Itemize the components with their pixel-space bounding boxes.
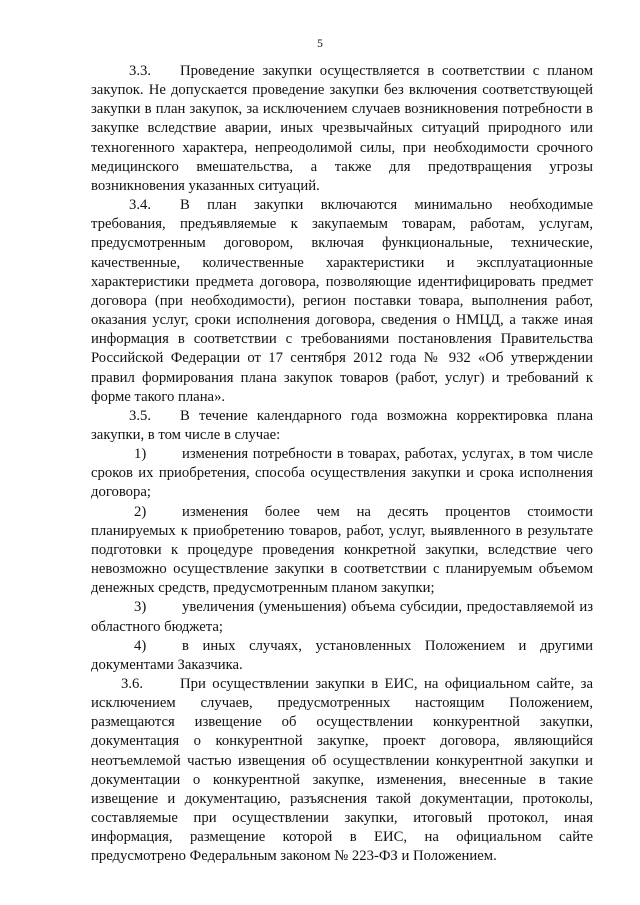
list-item-text: изменения потребности в товарах, работах, услугах, в том числе сроков их приобретения, способа осуществления закупки и срока исполнения договора;: [91, 446, 593, 501]
list-item-number: 2): [134, 503, 147, 520]
document-body: [91, 62, 593, 867]
list-item-number: 1): [134, 446, 147, 463]
page-number: 5: [317, 38, 323, 50]
section-number: 3.5.: [129, 407, 152, 424]
list-item-text: изменения более чем на десять процентов стоимости планируемых к приобретению товаров, работ, услуг, выявленного в результате подготовки к процедуре проведения конкретной закупки, вследствие чего невозможно осуществление закупки в соответствии с планируемым объемом денежных средств, предусмотренным планом закупки;: [91, 503, 593, 597]
section-3-3: [91, 62, 593, 196]
section-text: При осуществлении закупки в ЕИС, на официальном сайте, за исключением случаев, предусмотренных настоящим Положением, размещаются извещение об осуществлении конкурентной закупки, документация о конкурентной закупке, проект договора, являющийся неотъемлемой частью извещения об осуществлении конкурентной закупки и документации о конкурентной закупке, изменения, внесенные в такие извещение и документацию, разъяснения такой документации, протоколы, составляемые при осуществлении закупки, итоговый протокол, иная информация, размещение которой в ЕИС, на официальном сайте предусмотрено Федеральным законом № 223-ФЗ и Положением.: [91, 676, 593, 865]
section-text: В план закупки включаются минимально необходимые требования, предъявляемые к закупаемым товарам, работам, услугам, предусмотренным договором, включая функциональные, технические, качественные, количественные характеристики и эксплуатационные характеристики предмета договора, позволяющие идентифицировать предмет договора (при необходимости), регион поставки товара, выполнения работ, оказания услуг, сроки исполнения договора, сведения о НМЦД, а также иная информация в соответствии с требованиями постановления Правительства Российской Федерации от 17 сентября 2012 года № 932 «Об утверждении правил формирования плана закупок товаров (работ, услуг) и требований к форме такого плана».: [91, 197, 593, 405]
section-number: 3.4.: [129, 197, 152, 214]
section-3-4: [91, 196, 593, 407]
section-text: В течение календарного года возможна корректировка плана закупки, в том числе в случае:: [91, 407, 593, 443]
list-item-text: в иных случаях, установленных Положением и другими документами Заказчика.: [91, 637, 593, 673]
section-3-5: [91, 407, 593, 445]
list-item-number: 3): [134, 599, 147, 616]
section-3-6: [91, 675, 593, 867]
list-item-4: [91, 637, 593, 675]
list-item-2: [91, 503, 593, 599]
section-number: 3.6.: [121, 676, 144, 692]
list-item-1: [91, 445, 593, 502]
list-item-number: 4): [134, 637, 147, 654]
section-number: 3.3.: [129, 63, 152, 79]
list-item-text: увеличения (уменьшения) объема субсидии, предоставляемой из областного бюджета;: [91, 599, 593, 635]
section-text: Проведение закупки осуществляется в соответствии с планом закупок. Не допускается проведение закупки без включения соответствующей закупки в план закупок, за исключением случаев возникновения потребности в закупке вследствие аварии, иных чрезвычайных ситуаций природного или техногенного характера, непреодолимой силы, при необходимости срочного медицинского вмешательства, а также для предотвращения угрозы возникновения указанных ситуаций.: [91, 63, 593, 194]
list-item-3: [91, 598, 593, 636]
